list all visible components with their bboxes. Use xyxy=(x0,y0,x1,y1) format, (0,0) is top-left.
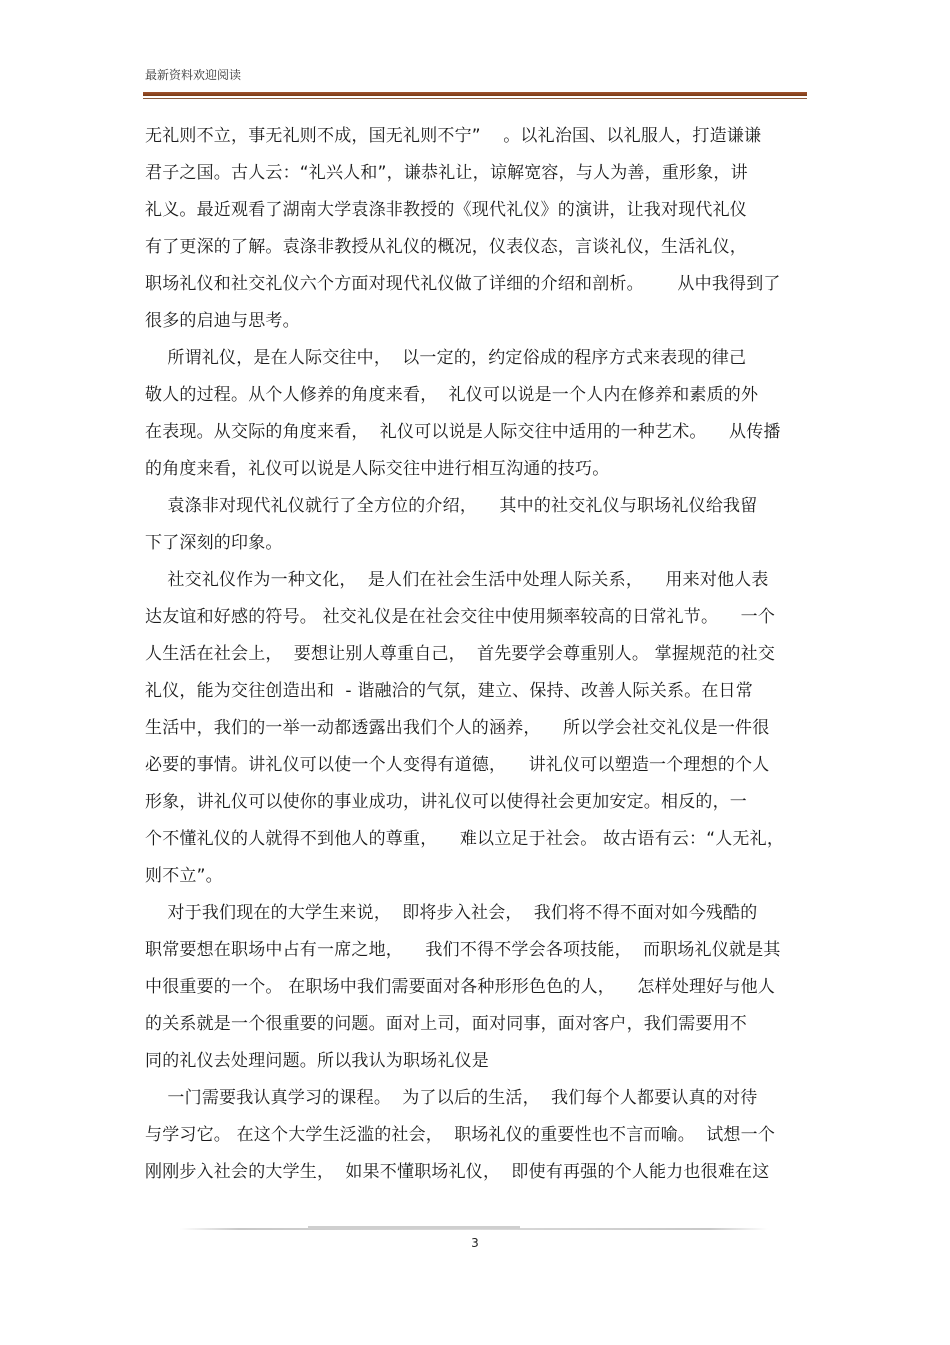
text-line: 一门需要我认真学习的课程。 为了以后的生活， 我们每个人都要认真的对待 xyxy=(145,1088,758,1108)
text-line: 袁涤非对现代礼仪就行了全方位的介绍， 其中的社交礼仪与职场礼仪给我留 xyxy=(145,496,758,516)
text-line: 礼仪，能为交往创造出和 - 谐融洽的气氛，建立、保持、改善人际关系。在日常 xyxy=(145,681,753,701)
text-line: 个不懂礼仪的人就得不到他人的尊重， 难以立足于社会。 故古语有云：“人无礼， xyxy=(145,829,785,849)
header-rule xyxy=(143,92,807,96)
text-line: 君子之国。古人云：“礼兴人和”，谦恭礼让，谅解宽容，与人为善，重形象，讲 xyxy=(145,163,748,183)
text-line: 礼义。最近观看了湖南大学袁涤非教授的《现代礼仪》的演讲，让我对现代礼仪 xyxy=(145,200,747,220)
text-line: 人生活在社会上， 要想让别人尊重自己， 首先要学会尊重别人。 掌握规范的社交 xyxy=(145,644,776,664)
text-line: 在表现。从交际的角度来看， 礼仪可以说是人际交往中适用的一种艺术。 从传播 xyxy=(145,422,781,442)
text-line: 生活中，我们的一举一动都透露出我们个人的涵养， 所以学会社交礼仪是一件很 xyxy=(145,718,770,738)
text-line: 很多的启迪与思考。 xyxy=(145,311,300,331)
text-line: 下了深刻的印象。 xyxy=(145,533,283,553)
text-line: 达友谊和好感的符号。 社交礼仪是在社会交往中使用频率较高的日常礼节。 一个 xyxy=(145,607,776,627)
text-line: 同的礼仪去处理问题。所以我认为职场礼仪是 xyxy=(145,1051,489,1071)
header-text: 最新资料欢迎阅读 xyxy=(145,68,242,82)
text-line: 的角度来看，礼仪可以说是人际交往中进行相互沟通的技巧。 xyxy=(145,459,610,479)
text-line: 中很重要的一个。 在职场中我们需要面对各种形形色色的人， 怎样处理好与他人 xyxy=(145,977,776,997)
text-line: 社交礼仪作为一种文化， 是人们在社会生活中处理人际关系， 用来对他人表 xyxy=(145,570,769,590)
text-line: 必要的事情。讲礼仪可以使一个人变得有道德， 讲礼仪可以塑造一个理想的个人 xyxy=(145,755,770,775)
text-line: 无礼则不立，事无礼则不成，国无礼则不宁” 。以礼治国、以礼服人，打造谦谦 xyxy=(145,126,762,146)
body-text xyxy=(145,118,805,1191)
page-number: 3 xyxy=(471,1236,479,1250)
text-line: 职常要想在职场中占有一席之地， 我们不得不学会各项技能， 而职场礼仪就是其 xyxy=(145,940,781,960)
text-line: 形象，讲礼仪可以使你的事业成功，讲礼仪可以使得社会更加安定。相反的，一 xyxy=(145,792,747,812)
text-line: 有了更深的了解。袁涤非教授从礼仪的概况，仪表仪态，言谈礼仪，生活礼仪， xyxy=(145,237,747,257)
text-line: 对于我们现在的大学生来说， 即将步入社会， 我们将不得不面对如今残酷的 xyxy=(145,903,758,923)
header-rule-thin xyxy=(143,98,807,99)
text-line: 所谓礼仪，是在人际交往中， 以一定的，约定俗成的程序方式来表现的律己 xyxy=(145,348,747,368)
text-line: 的关系就是一个很重要的问题。面对上司，面对同事，面对客户，我们需要用不 xyxy=(145,1014,747,1034)
footer-rule-accent xyxy=(308,1226,520,1229)
text-line: 则不立”。 xyxy=(145,866,223,886)
text-line: 敬人的过程。从个人修养的角度来看， 礼仪可以说是一个人内在修养和素质的外 xyxy=(145,385,759,405)
text-line: 与学习它。 在这个大学生泛滥的社会， 职场礼仪的重要性也不言而喻。 试想一个 xyxy=(145,1125,776,1145)
text-line: 职场礼仪和社交礼仪六个方面对现代礼仪做了详细的介绍和剖析。 从中我得到了 xyxy=(145,274,781,294)
text-line: 刚刚步入社会的大学生， 如果不懂职场礼仪， 即使有再强的个人能力也很难在这 xyxy=(145,1162,770,1182)
